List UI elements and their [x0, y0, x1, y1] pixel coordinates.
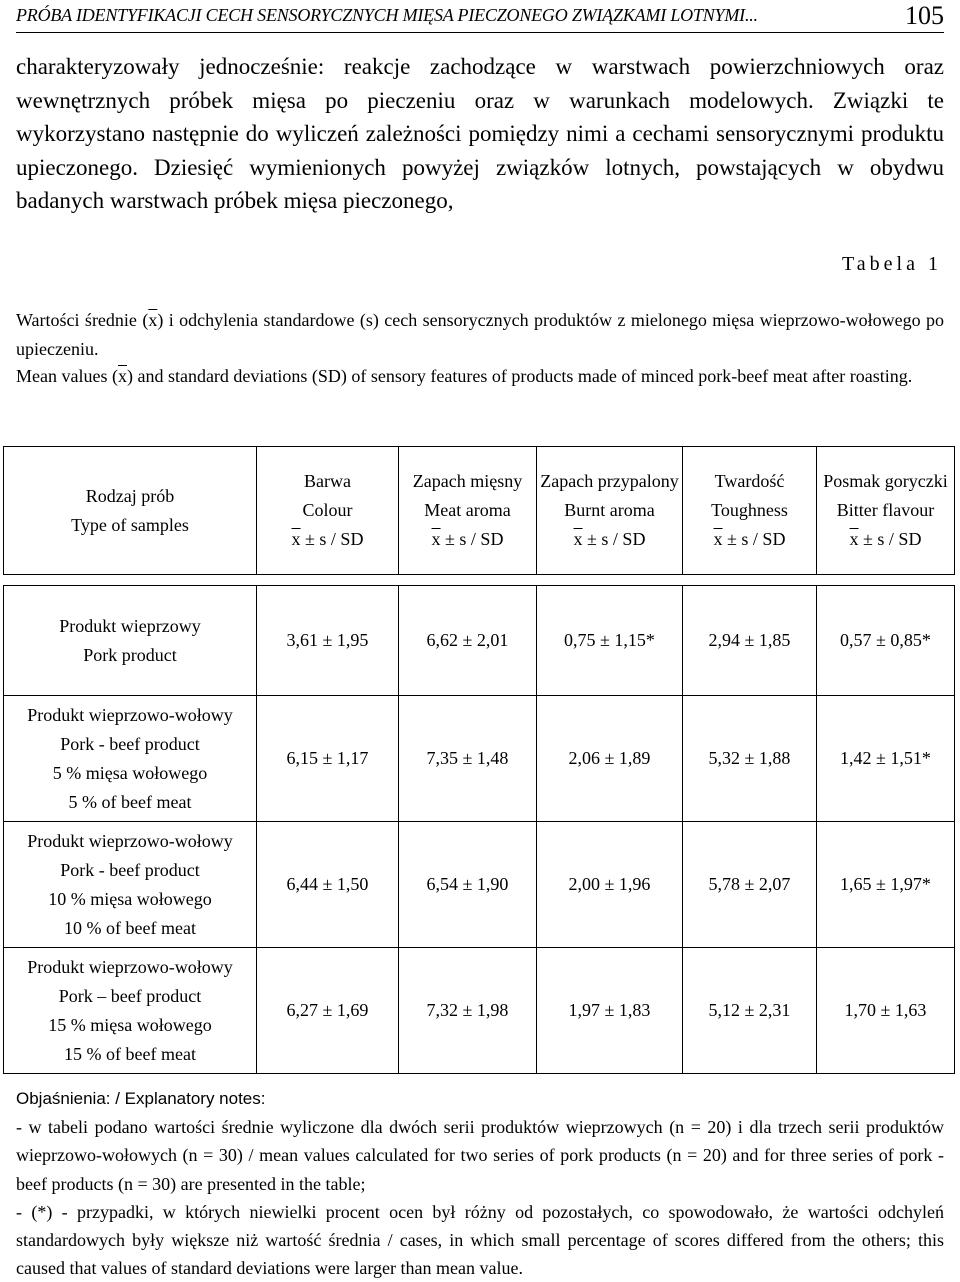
value-cell: 1,42 ± 1,51*	[817, 696, 955, 822]
stat-suffix: ± s / SD	[722, 529, 786, 549]
table-row	[4, 822, 955, 948]
value-cell: 6,15 ± 1,17	[257, 696, 399, 822]
mean-symbol: $\overline{x}$	[148, 310, 158, 330]
mean-symbol: $\overline{x}$	[713, 529, 723, 549]
value-cell: 1,65 ± 1,97*	[817, 822, 955, 948]
mean-symbol: $\overline{x}$	[573, 529, 583, 549]
header-label-line: Toughness	[711, 500, 788, 520]
sample-label-line: 15 % of beef meat	[64, 1043, 196, 1064]
note-item: - w tabeli podano wartości średnie wyliczone dla dwóch serii produktów wieprzowych (n = 20) i dla trzech serii produktów wieprzowo-wołowych (n = 30) / mean values calculated for two series of pork products (n = 20) and for three series of pork - beef products (n = 30) are presented in the table;	[16, 1117, 944, 1194]
caption-en-text-end: ) and standard deviations (SD) of sensory features of products made of minced pork-beef meat after roasting.	[126, 366, 913, 386]
sample-label-line: 15 % mięsa wołowego	[48, 1014, 212, 1035]
value-cell: 6,54 ± 1,90	[399, 822, 537, 948]
header-stat-line	[399, 525, 536, 554]
table-row	[4, 586, 955, 696]
caption-polish	[16, 306, 944, 364]
header-label-line: Burnt aroma	[564, 500, 655, 520]
sample-label-line: 5 % mięsa wołowego	[52, 762, 208, 783]
header-label-line: Rodzaj prób	[85, 485, 175, 506]
sample-cell	[4, 696, 257, 822]
page-header	[16, 2, 944, 33]
sensory-table	[3, 446, 955, 1074]
sample-label-line: 10 % of beef meat	[64, 917, 196, 938]
sample-cell	[4, 948, 257, 1074]
header-label-line: Type of samples	[71, 514, 189, 535]
sample-cell	[4, 586, 257, 696]
sample-label-line: Pork product	[83, 644, 177, 665]
value-cell: 1,70 ± 1,63	[817, 948, 955, 1074]
value-cell: 5,32 ± 1,88	[683, 696, 817, 822]
note-item: - (*) - przypadki, w których niewielki procent ocen był różny od pozostałych, co spowodowało, że wartości odchyleń standardowych były większe niż wartość średnia / cases, in which small percentage of scores differed from the others; this caused that values of standard deviations were larger than mean value.	[16, 1201, 944, 1279]
body-paragraph: charakteryzowały jednocześnie: reakcje zachodzące w warstwach powierzchniowych oraz wewnętrznych próbek mięsa po pieczeniu oraz w warunkach modelowych. Związki te wykorzystano następnie do wyliczeń zależności pomiędzy nimi a cechami sensorycznymi produktu upieczonego. Dziesięć wymienionych powyżej związków lotnych, powstających w obydwu badanych warstwach próbek mięsa pieczonego,	[16, 54, 944, 214]
caption-pl-text-end: ) i odchylenia standardowe (s) cech sensorycznych produktów z mielonego mięsa wieprzowo-wołowego po upieczeniu.	[16, 310, 945, 359]
value-cell: 5,12 ± 2,31	[683, 948, 817, 1074]
caption-en-text-start: Mean values (	[16, 366, 118, 386]
header-feature	[399, 447, 537, 575]
value-cell: 6,62 ± 2,01	[399, 586, 537, 696]
table-body	[4, 575, 955, 1074]
notes-title: Objaśnienia: / Explanatory notes:	[16, 1089, 266, 1108]
mean-symbol: $\overline{x}$	[291, 529, 301, 549]
table-row	[4, 696, 955, 822]
table-spacer-row	[4, 575, 955, 586]
stat-suffix: ± s / SD	[300, 529, 364, 549]
explanatory-notes	[16, 1085, 944, 1282]
header-label-line: Meat aroma	[424, 500, 511, 520]
header-sample-type	[4, 447, 257, 575]
header-stat-line	[257, 525, 398, 554]
mean-symbol: $\overline{x}$	[849, 529, 859, 549]
table-header-row	[4, 447, 955, 575]
value-cell: 5,78 ± 2,07	[683, 822, 817, 948]
value-cell: 0,57 ± 0,85*	[817, 586, 955, 696]
header-label-line: Bitter flavour	[836, 500, 935, 520]
value-cell: 0,75 ± 1,15*	[537, 586, 683, 696]
mean-symbol: $\overline{x}$	[117, 366, 127, 386]
header-feature	[817, 447, 955, 575]
header-stat-line	[683, 525, 816, 554]
value-cell: 1,97 ± 1,83	[537, 948, 683, 1074]
sample-label-line: Pork - beef product	[60, 733, 200, 754]
header-label-line: Colour	[302, 500, 353, 520]
page-number: 105	[905, 1, 944, 30]
caption-pl-text-start: Wartości średnie (	[16, 310, 149, 330]
stat-suffix: ± s / SD	[858, 529, 922, 549]
value-cell: 2,94 ± 1,85	[683, 586, 817, 696]
mean-symbol: $\overline{x}$	[431, 529, 441, 549]
stat-suffix: ± s / SD	[582, 529, 646, 549]
header-stat-line	[817, 525, 954, 554]
value-cell: 7,35 ± 1,48	[399, 696, 537, 822]
header-feature	[683, 447, 817, 575]
caption-english	[16, 362, 944, 391]
header-label-line: Barwa	[304, 471, 351, 491]
header-stat-line	[537, 525, 682, 554]
value-cell: 6,44 ± 1,50	[257, 822, 399, 948]
value-cell: 2,06 ± 1,89	[537, 696, 683, 822]
sample-label-line: Pork – beef product	[58, 985, 202, 1006]
value-cell: 2,00 ± 1,96	[537, 822, 683, 948]
sample-label-line: Produkt wieprzowo-wołowy	[27, 830, 233, 851]
header-label-line: Twardość	[714, 471, 785, 491]
value-cell: 3,61 ± 1,95	[257, 586, 399, 696]
sample-label-line: Produkt wieprzowy	[59, 615, 201, 636]
sample-label-line: Produkt wieprzowo-wołowy	[27, 704, 233, 725]
header-label-line: Zapach mięsny	[412, 471, 523, 491]
value-cell: 6,27 ± 1,69	[257, 948, 399, 1074]
value-cell: 7,32 ± 1,98	[399, 948, 537, 1074]
table-row	[4, 948, 955, 1074]
header-feature	[257, 447, 399, 575]
stat-suffix: ± s / SD	[440, 529, 504, 549]
spacer-cell	[4, 575, 955, 586]
sample-label-line: 5 % of beef meat	[68, 791, 192, 812]
running-title: PRÓBA IDENTYFIKACJI CECH SENSORYCZNYCH MIĘSA PIECZONEGO ZWIĄZKAMI LOTNYMI...	[16, 5, 758, 25]
sample-label-line: Pork - beef product	[60, 859, 200, 880]
header-label-line: Posmak goryczki	[823, 471, 948, 491]
sample-label-line: Produkt wieprzowo-wołowy	[27, 956, 233, 977]
table-label: Tabela 1	[841, 253, 942, 275]
header-feature	[537, 447, 683, 575]
sample-cell	[4, 822, 257, 948]
sample-label-line: 10 % mięsa wołowego	[48, 888, 212, 909]
header-label-line: Zapach przypalony	[540, 471, 679, 491]
